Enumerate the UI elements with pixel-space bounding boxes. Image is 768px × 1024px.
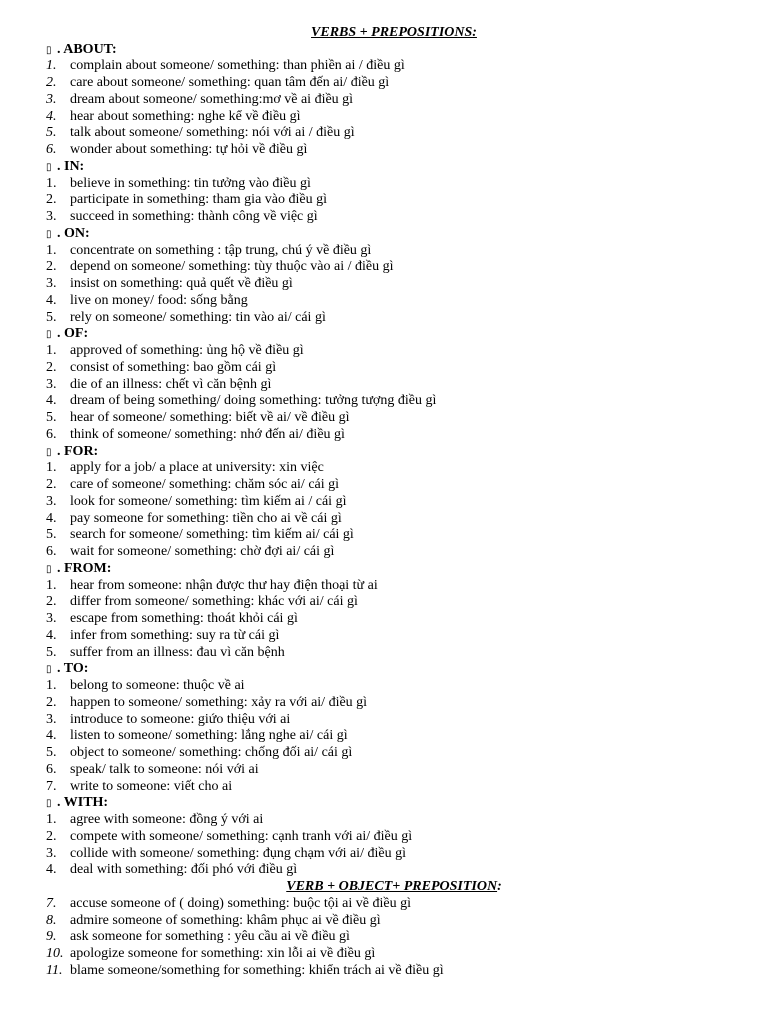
list-item (0, 896, 768, 913)
list-item-number: 11. (46, 962, 63, 978)
list-item (0, 695, 768, 712)
list-item-text: hear about something: nghe kể về điều gì (70, 108, 301, 124)
list-item-number: 1. (46, 812, 57, 828)
list-item-text: depend on someone/ something: tùy thuộc vào ai / điều gì (70, 259, 394, 275)
bullet-icon: ▯ (46, 563, 52, 575)
list-item-text: accuse someone of ( doing) something: buộc tội ai về điều gì (70, 895, 411, 911)
section-heading-label: TO: (63, 661, 89, 677)
list-item-number: 5. (46, 644, 57, 660)
list-item-number: 6. (46, 544, 57, 560)
list-item (0, 477, 768, 494)
list-item-text: speak/ talk to someone: nói với ai (70, 761, 259, 777)
bullet-icon: ▯ (46, 44, 52, 56)
list-item-number: 3. (46, 611, 57, 627)
list-item (0, 779, 768, 796)
bullet-separator: . (57, 560, 64, 576)
bullet-icon: ▯ (46, 446, 52, 458)
list-item-text: care of someone/ something: chăm sóc ai/ cái gì (70, 477, 340, 493)
list-item-number: 4. (46, 862, 57, 878)
list-item-text: apologize someone for something: xin lỗi ai về điều gì (70, 946, 376, 962)
list-item (0, 645, 768, 662)
list-item (0, 578, 768, 595)
list-item-number: 5. (46, 745, 57, 761)
list-item-number: 2. (46, 359, 57, 375)
list-item (0, 913, 768, 930)
section-heading-label: ABOUT: (63, 41, 117, 57)
list-item (0, 293, 768, 310)
list-item-number: 2. (46, 828, 57, 844)
list-item (0, 594, 768, 611)
list-item (0, 494, 768, 511)
list-item-number: 2. (46, 259, 57, 275)
list-item (0, 929, 768, 946)
list-item-number: 1. (46, 343, 57, 359)
document-title (0, 25, 768, 42)
list-item-number: 4. (46, 510, 57, 526)
list-item-number: 3. (46, 376, 57, 392)
list-item-number: 2. (46, 594, 57, 610)
list-item-text: listen to someone/ something: lắng nghe ai/ cái gì (70, 728, 348, 744)
list-item (0, 678, 768, 695)
list-item-text: differ from someone/ something: khác với ai/ cái gì (70, 594, 358, 610)
list-item (0, 142, 768, 159)
list-item-text: ask someone for something : yêu cầu ai về điều gì (70, 929, 350, 945)
list-item (0, 611, 768, 628)
list-item (0, 762, 768, 779)
subtitle-text: VERB + OBJECT+ PREPOSITION (286, 879, 498, 895)
list-item (0, 527, 768, 544)
list-item-number: 6. (46, 761, 57, 777)
list-item-text: agree with someone: đồng ý với ai (70, 812, 264, 828)
list-item-number: 5. (46, 309, 57, 325)
list-item (0, 544, 768, 561)
list-item-text: participate in something: tham gia vào điều gì (70, 192, 327, 208)
object-items-container (0, 896, 768, 980)
list-item-number: 1. (46, 242, 57, 258)
list-item-number: 2. (46, 477, 57, 493)
section-heading-label: ON: (64, 225, 90, 241)
list-item-number: 3. (46, 209, 57, 225)
list-item-text: admire someone of something: khâm phục ai về điều gì (70, 912, 381, 928)
list-item-text: object to someone/ something: chống đối ai/ cái gì (70, 745, 353, 761)
list-item-text: talk about someone/ something: nói với ai / điều gì (70, 125, 355, 141)
list-item-text: pay someone for something: tiền cho ai về cái gì (70, 510, 342, 526)
list-item-text: deal with something: đối phó với điều gì (70, 862, 298, 878)
list-item-text: die of an illness: chết vì căn bệnh gì (70, 376, 272, 392)
list-item-text: escape from something: thoát khỏi cái gì (70, 611, 298, 627)
list-item-number: 7. (46, 778, 57, 794)
list-item (0, 243, 768, 260)
list-item-number: 10. (46, 946, 64, 962)
list-item-text: believe in something: tin tưởng vào điều gì (70, 175, 311, 191)
list-item-number: 3. (46, 493, 57, 509)
list-item-number: 1. (46, 577, 57, 593)
list-item (0, 259, 768, 276)
bullet-icon: ▯ (46, 664, 52, 676)
list-item-text: happen to someone/ something: xảy ra với ai/ điều gì (70, 694, 368, 710)
list-item (0, 728, 768, 745)
section-heading (0, 561, 768, 578)
list-item-text: rely on someone/ something: tin vào ai/ cái gì (70, 309, 326, 325)
list-item (0, 511, 768, 528)
list-item-number: 5. (46, 527, 57, 543)
section-heading-label: OF: (64, 326, 89, 342)
list-item (0, 862, 768, 879)
list-item-text: belong to someone: thuộc về ai (70, 678, 245, 694)
section-heading-label: FOR: (64, 443, 99, 459)
list-item-number: 1. (46, 678, 57, 694)
list-item-number: 3. (46, 276, 57, 292)
list-item (0, 846, 768, 863)
list-item-number: 4. (46, 108, 57, 124)
list-item (0, 393, 768, 410)
list-item (0, 209, 768, 226)
list-item-number: 2. (46, 192, 57, 208)
list-item-number: 5. (46, 410, 57, 426)
section-heading-label: IN: (64, 158, 85, 174)
list-item (0, 360, 768, 377)
list-item (0, 92, 768, 109)
bullet-separator: . (57, 795, 64, 811)
section-heading (0, 795, 768, 812)
list-item-number: 5. (46, 125, 57, 141)
bullet-separator: . (57, 661, 64, 677)
list-item-text: blame someone/something for something: khiển trách ai về điều gì (70, 962, 444, 978)
list-item-number: 3. (46, 711, 57, 727)
section-heading-label: FROM: (64, 560, 112, 576)
list-item-text: suffer from an illness: đau vì căn bệnh (70, 644, 285, 660)
list-item (0, 946, 768, 963)
document-title-text: VERBS + PREPOSITIONS: (311, 25, 477, 40)
list-item-number: 9. (46, 929, 57, 945)
bullet-icon: ▯ (46, 329, 52, 341)
list-item (0, 109, 768, 126)
section-subtitle (0, 879, 768, 896)
bullet-separator: . (57, 326, 64, 342)
section-heading (0, 159, 768, 176)
list-item-number: 1. (46, 175, 57, 191)
list-item-number: 4. (46, 292, 57, 308)
section-heading (0, 444, 768, 461)
list-item-text: collide with someone/ something: đụng chạm với ai/ điều gì (70, 845, 406, 861)
list-item (0, 812, 768, 829)
list-item-number: 3. (46, 845, 57, 861)
list-item-text: wait for someone/ something: chờ đợi ai/ cái gì (70, 544, 335, 560)
list-item (0, 310, 768, 327)
list-item (0, 58, 768, 75)
bullet-separator: . (57, 225, 64, 241)
list-item-text: dream about someone/ something:mơ về ai điều gì (70, 91, 354, 107)
list-item-number: 4. (46, 728, 57, 744)
bullet-icon: ▯ (46, 161, 52, 173)
list-item (0, 963, 768, 980)
list-item (0, 276, 768, 293)
section-heading (0, 661, 768, 678)
list-item-text: write to someone: viết cho ai (70, 778, 233, 794)
list-item-number: 4. (46, 393, 57, 409)
bullet-separator: . (57, 158, 64, 174)
list-item-text: infer from something: suy ra từ cái gì (70, 627, 280, 643)
list-item-number: 2. (46, 694, 57, 710)
document-page (0, 25, 768, 980)
list-item (0, 377, 768, 394)
list-item-text: consist of something: bao gồm cái gì (70, 359, 277, 375)
list-item-number: 6. (46, 142, 57, 158)
list-item-text: concentrate on something : tập trung, chú ý về điều gì (70, 242, 372, 258)
subtitle-suffix: : (497, 879, 502, 895)
list-item-text: dream of being something/ doing something: tưởng tượng điều gì (70, 393, 437, 409)
sections-container (0, 42, 768, 880)
section-heading-label: WITH: (63, 795, 109, 811)
list-item (0, 343, 768, 360)
list-item-text: wonder about something: tự hỏi về điều gì (70, 142, 308, 158)
list-item-text: apply for a job/ a place at university: xin việc (70, 460, 324, 476)
list-item (0, 75, 768, 92)
list-item-number: 2. (46, 75, 57, 91)
list-item (0, 176, 768, 193)
list-item-text: hear of someone/ something: biết về ai/ về điều gì (70, 410, 350, 426)
list-item (0, 628, 768, 645)
list-item-number: 7. (46, 895, 57, 911)
list-item-text: live on money/ food: sống bằng (70, 292, 248, 308)
list-item-text: compete with someone/ something: cạnh tranh với ai/ điều gì (70, 828, 413, 844)
list-item (0, 410, 768, 427)
bullet-separator: . (57, 443, 64, 459)
section-heading (0, 226, 768, 243)
list-item-number: 6. (46, 426, 57, 442)
bullet-icon: ▯ (46, 798, 52, 810)
list-item (0, 125, 768, 142)
list-item-text: look for someone/ something: tìm kiếm ai / cái gì (70, 493, 347, 509)
list-item (0, 745, 768, 762)
section-heading (0, 42, 768, 59)
list-item-text: succeed in something: thành công về việc gì (70, 209, 318, 225)
bullet-icon: ▯ (46, 228, 52, 240)
list-item-text: care about someone/ something: quan tâm đến ai/ điều gì (70, 75, 390, 91)
list-item-number: 8. (46, 912, 57, 928)
list-item-number: 3. (46, 91, 57, 107)
list-item (0, 192, 768, 209)
bullet-separator: . (57, 41, 64, 57)
list-item-text: approved of something: ủng hộ về điều gì (70, 343, 304, 359)
section-heading (0, 326, 768, 343)
list-item (0, 460, 768, 477)
list-item (0, 712, 768, 729)
list-item-number: 4. (46, 627, 57, 643)
list-item-text: insist on something: quả quết về điều gì (70, 276, 293, 292)
list-item-text: think of someone/ something: nhớ đến ai/ điều gì (70, 426, 345, 442)
list-item (0, 829, 768, 846)
list-item-number: 1. (46, 58, 57, 74)
list-item-text: introduce to someone: giứo thiệu với ai (70, 711, 291, 727)
list-item-text: hear from someone: nhận được thư hay điện thoại từ ai (70, 577, 378, 593)
list-item-text: search for someone/ something: tìm kiếm ai/ cái gì (70, 527, 354, 543)
list-item-text: complain about someone/ something: than phiền ai / điều gì (70, 58, 405, 74)
list-item-number: 1. (46, 460, 57, 476)
list-item (0, 427, 768, 444)
